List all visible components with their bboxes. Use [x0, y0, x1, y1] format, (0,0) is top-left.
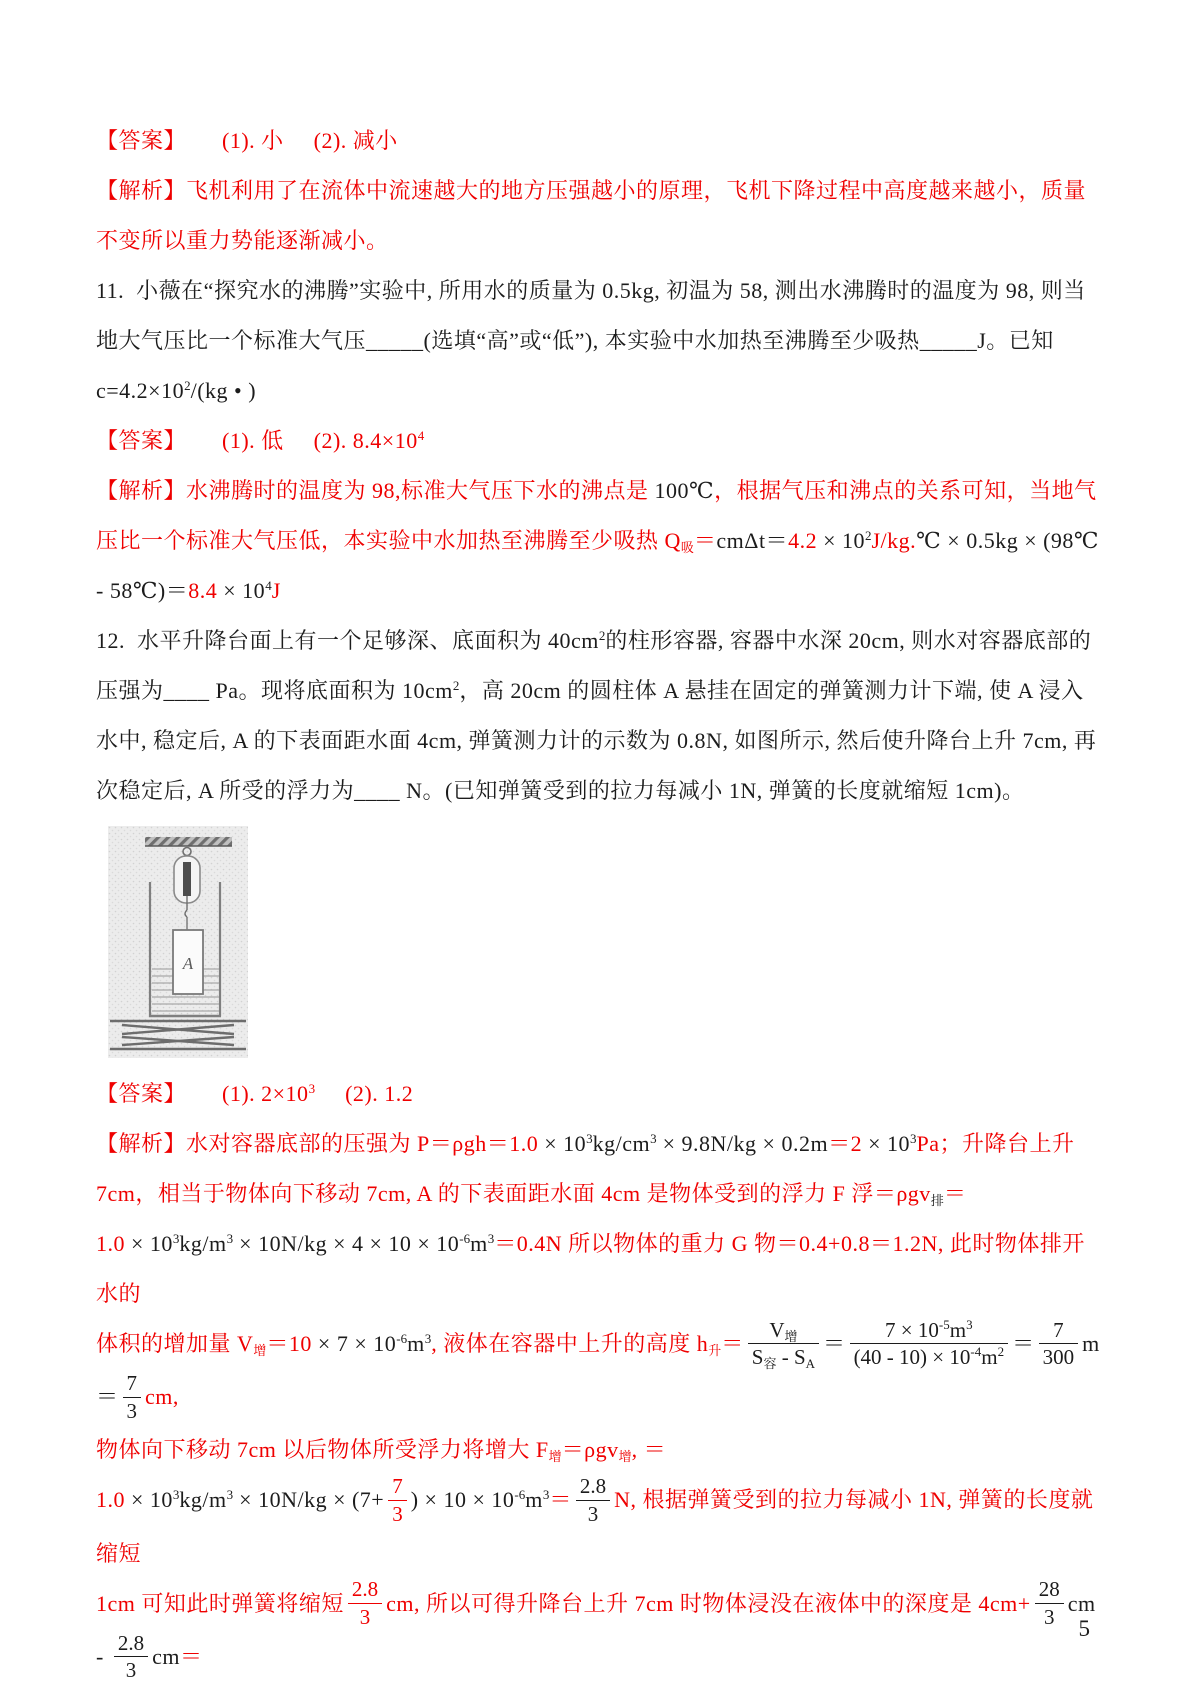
text-segment: ，根据气压和沸点的关系可知，当地气压比一个标准大气压低，本实验中水加热至沸腾至少吸热 Q — [96, 478, 1097, 553]
text-segment: 1.0 — [509, 1131, 539, 1156]
text-segment: 3 — [226, 1231, 234, 1246]
block-a — [173, 930, 203, 994]
text-segment: 2 — [997, 1344, 1005, 1360]
text-segment: 【解析】水对容器底部的压强为 P＝ρgh＝ — [96, 1131, 510, 1156]
text-segment: 12. 水平升降台面上有一个足够深、底面积为 40cm — [96, 628, 599, 653]
text-segment: m＝ — [96, 1331, 1100, 1410]
text-segment: m — [470, 1231, 488, 1256]
text-segment: 3 — [650, 1131, 657, 1146]
text-segment: kg/m — [179, 1231, 227, 1256]
fraction — [348, 1577, 382, 1630]
text-segment: 排 — [930, 1193, 944, 1208]
text-segment: ＝ρgv — [561, 1437, 619, 1463]
text-segment: 3 — [1043, 1605, 1055, 1630]
text-segment: ＝2 — [828, 1131, 863, 1156]
text-segment: m — [981, 1345, 998, 1370]
text-segment: 3 — [359, 1605, 371, 1630]
text-segment: 吸 — [680, 540, 694, 555]
text-segment: 3 — [172, 1487, 180, 1503]
text-segment: 【答案】 (1). 低 (2). 8.4×10 — [96, 428, 418, 453]
text-segment: 2.8 — [579, 1474, 607, 1499]
text-segment: 【解析】水沸腾时的温度为 98,标准大气压下水的沸点是 — [96, 478, 655, 503]
text-segment: 4.2 — [788, 528, 818, 553]
text-segment: A — [805, 1356, 816, 1372]
ceiling-hatch — [145, 837, 232, 846]
text-segment: ℃ × 0.5kg × (98℃ - 58℃)＝ — [96, 528, 1106, 603]
analysis-q10 — [96, 166, 1106, 266]
text-segment: 增 — [618, 1449, 632, 1465]
text-segment: , ＝ — [631, 1437, 667, 1463]
text-segment: ＝ — [549, 1487, 572, 1513]
analysis-q12-part2 — [96, 1219, 1106, 1319]
text-segment: 7 — [392, 1474, 403, 1499]
text-segment: × 10 — [538, 1131, 587, 1156]
text-segment: 【解析】飞机利用了在流体中流速越大的地方压强越小的原理，飞机下降过程中高度越来越小，质量不变所以重力势能逐渐减小。 — [96, 178, 1087, 253]
text-segment: S — [751, 1345, 764, 1370]
text-segment: ＝ — [823, 1331, 846, 1356]
analysis-q12-part6 — [96, 1579, 1106, 1685]
text-segment: 2.8 — [351, 1577, 379, 1602]
analysis-q12-part1 — [96, 1119, 1106, 1219]
text-segment: ＝ — [1012, 1331, 1035, 1356]
analysis-q12-part5 — [96, 1475, 1106, 1578]
text-segment: J — [271, 578, 281, 603]
text-segment: 3 — [226, 1487, 234, 1503]
text-segment: -6 — [514, 1487, 526, 1503]
text-segment: -5 — [938, 1316, 950, 1332]
text-segment: 4 — [417, 428, 425, 443]
text-segment: 3 — [172, 1231, 180, 1246]
text-segment: 【答案】 (1). 2×10 — [96, 1081, 309, 1106]
text-segment: 1cm 可知此时弹簧将缩短 — [96, 1590, 344, 1616]
text-segment: J/kg. — [871, 528, 917, 553]
text-segment: 的柱形容器, 容器中水深 20cm, 则水对容器底部的压强为____ Pa。现将底面积为 10cm — [96, 628, 1092, 703]
text-segment: Pa；升降台上升 7cm，相当于物体向下移动 7cm, A 的下表面距水面 4cm 是物体受到的浮力 F 浮＝ρgv — [96, 1131, 1081, 1206]
text-segment: ，高 20cm 的圆柱体 A 悬挂在固定的弹簧测力计下端, 使 A 浸入水中, 稳定后, A 的下表面距水面 4cm, 弹簧测力计的示数为 0.8N, 如图所示, 然后使升降台上升 7cm, 再次稳定后, A 所受的浮力为____ N。(已知弹簧受到的拉力每减小 1N, 弹簧的长度就缩短 1cm)。 — [96, 678, 1097, 803]
text-segment: 增 — [253, 1343, 267, 1358]
text-segment: 3 — [487, 1231, 495, 1246]
text-segment: /(kg • ) — [190, 378, 257, 403]
text-segment: m — [407, 1331, 425, 1356]
text-segment: 4 — [265, 578, 272, 593]
text-segment: ＝ — [943, 1181, 967, 1206]
text-segment: 3 — [586, 1131, 593, 1146]
text-segment: 7 — [1053, 1317, 1064, 1342]
text-segment: - S — [776, 1345, 806, 1370]
analysis-q12-part3 — [96, 1316, 1106, 1425]
text-segment: 3 — [392, 1501, 403, 1526]
fraction — [850, 1318, 1009, 1371]
text-segment: 体积的增加量 V — [96, 1331, 254, 1356]
text-segment: × 10 — [817, 528, 865, 553]
question-12 — [96, 616, 1106, 816]
text-segment: 3 — [126, 1398, 138, 1423]
answer-q11 — [96, 416, 1106, 466]
text-segment: × 10N/kg × 4 × 10 × 10 — [233, 1231, 460, 1256]
text-segment: 增 — [548, 1449, 562, 1465]
text-segment: ＝10 — [266, 1331, 312, 1356]
answer-q12 — [96, 1069, 1106, 1119]
text-segment: (2). 1.2 — [315, 1081, 414, 1106]
fraction — [123, 1371, 142, 1424]
text-segment: kg/m — [179, 1487, 227, 1513]
text-segment: -6 — [396, 1331, 408, 1346]
text-segment: 2 — [598, 628, 606, 643]
text-segment: cm — [152, 1643, 180, 1669]
text-segment: 增 — [784, 1328, 798, 1344]
block-a-label: A — [182, 954, 194, 973]
analysis-q12-part4 — [96, 1425, 1106, 1475]
text-segment: kg/cm — [592, 1131, 651, 1156]
spring-scale-diagram — [108, 826, 248, 1061]
page-number: 5 — [1078, 1616, 1090, 1641]
text-segment: ) × 10 × 10 — [410, 1487, 515, 1513]
text-segment: (40 - 10) × 10 — [853, 1345, 971, 1370]
text-segment: × 10 — [125, 1231, 173, 1256]
text-segment: cm - — [96, 1590, 1102, 1669]
text-segment: ＝0.4N 所以物体的重力 G 物＝0.4+0.8＝1.2N, 此时物体排开水的 — [96, 1231, 1085, 1306]
text-segment: 3 — [910, 1131, 917, 1146]
fraction — [388, 1474, 407, 1527]
text-segment: 3 — [587, 1501, 599, 1526]
text-segment: 3 — [308, 1081, 316, 1096]
experiment-figure — [108, 826, 248, 1061]
fraction — [114, 1631, 148, 1684]
text-segment: 2.8 — [117, 1630, 145, 1655]
text-segment: 3 — [125, 1658, 137, 1683]
text-segment: cm, — [145, 1384, 179, 1410]
text-segment: 1.0 — [96, 1487, 125, 1513]
fraction — [1035, 1577, 1064, 1630]
text-segment: 8.4 — [188, 578, 218, 603]
text-segment: 11. 小薇在“探究水的沸腾”实验中, 所用水的质量为 0.5kg, 初温为 58, 测出水沸腾时的温度为 98, 则当地大气压比一个标准大气压_____(选填“高”或“低”), 本实验中水加热至沸腾至少吸热_____J。已知 c=4.2×10 — [96, 278, 1086, 403]
text-segment: 2 — [452, 678, 460, 693]
text-segment: m — [949, 1317, 967, 1342]
text-segment: × 10 — [862, 1131, 911, 1156]
text-segment: , 液体在容器中上升的高度 h — [431, 1331, 709, 1356]
text-segment: ＝ — [179, 1643, 203, 1669]
answer-q10 — [96, 116, 1106, 166]
text-segment: 7 × 10 — [885, 1317, 939, 1342]
text-segment: cmΔt＝ — [716, 528, 789, 553]
text-segment: 1.0 — [96, 1231, 125, 1256]
text-segment: m — [525, 1487, 543, 1513]
text-segment: 7 — [126, 1370, 138, 1395]
text-segment: cm, 所以可得升降台上升 7cm 时物体浸没在液体中的深度是 4cm+ — [386, 1590, 1031, 1616]
text-segment: 28 — [1038, 1577, 1060, 1602]
text-segment: -6 — [459, 1231, 471, 1246]
text-segment: 2 — [184, 378, 191, 393]
text-segment: 物体向下移动 7cm 以后物体所受浮力将增大 F — [96, 1437, 549, 1463]
text-segment: ＝ — [693, 528, 717, 553]
text-segment: × 10 — [125, 1487, 173, 1513]
text-segment: 300 — [1042, 1345, 1075, 1370]
fraction — [1039, 1318, 1079, 1371]
text-segment: ＝ — [721, 1331, 744, 1356]
text-segment: -4 — [970, 1344, 982, 1360]
fraction — [576, 1474, 610, 1527]
text-segment: 2 — [864, 528, 872, 543]
text-segment: 容 — [763, 1356, 777, 1372]
text-segment: × 7 × 10 — [311, 1331, 397, 1356]
fraction — [748, 1318, 819, 1371]
text-segment: × 10N/kg × (7+ — [233, 1487, 385, 1513]
text-segment: 【答案】 (1). 小 (2). 减小 — [96, 128, 398, 153]
analysis-q11 — [96, 466, 1106, 616]
text-segment: 3 — [966, 1316, 973, 1332]
text-segment: 3 — [424, 1331, 432, 1346]
text-segment: 3 — [542, 1487, 550, 1503]
question-11 — [96, 266, 1106, 416]
text-segment: × 9.8N/kg × 0.2m — [656, 1131, 829, 1156]
text-segment: N, 根据弹簧受到的拉力每减小 1N, 弹簧的长度就缩短 — [96, 1487, 1094, 1566]
text-segment: 升 — [708, 1343, 722, 1358]
text-segment: 100℃ — [654, 478, 715, 503]
text-segment: V — [769, 1317, 785, 1342]
text-segment: × 10 — [217, 578, 266, 603]
